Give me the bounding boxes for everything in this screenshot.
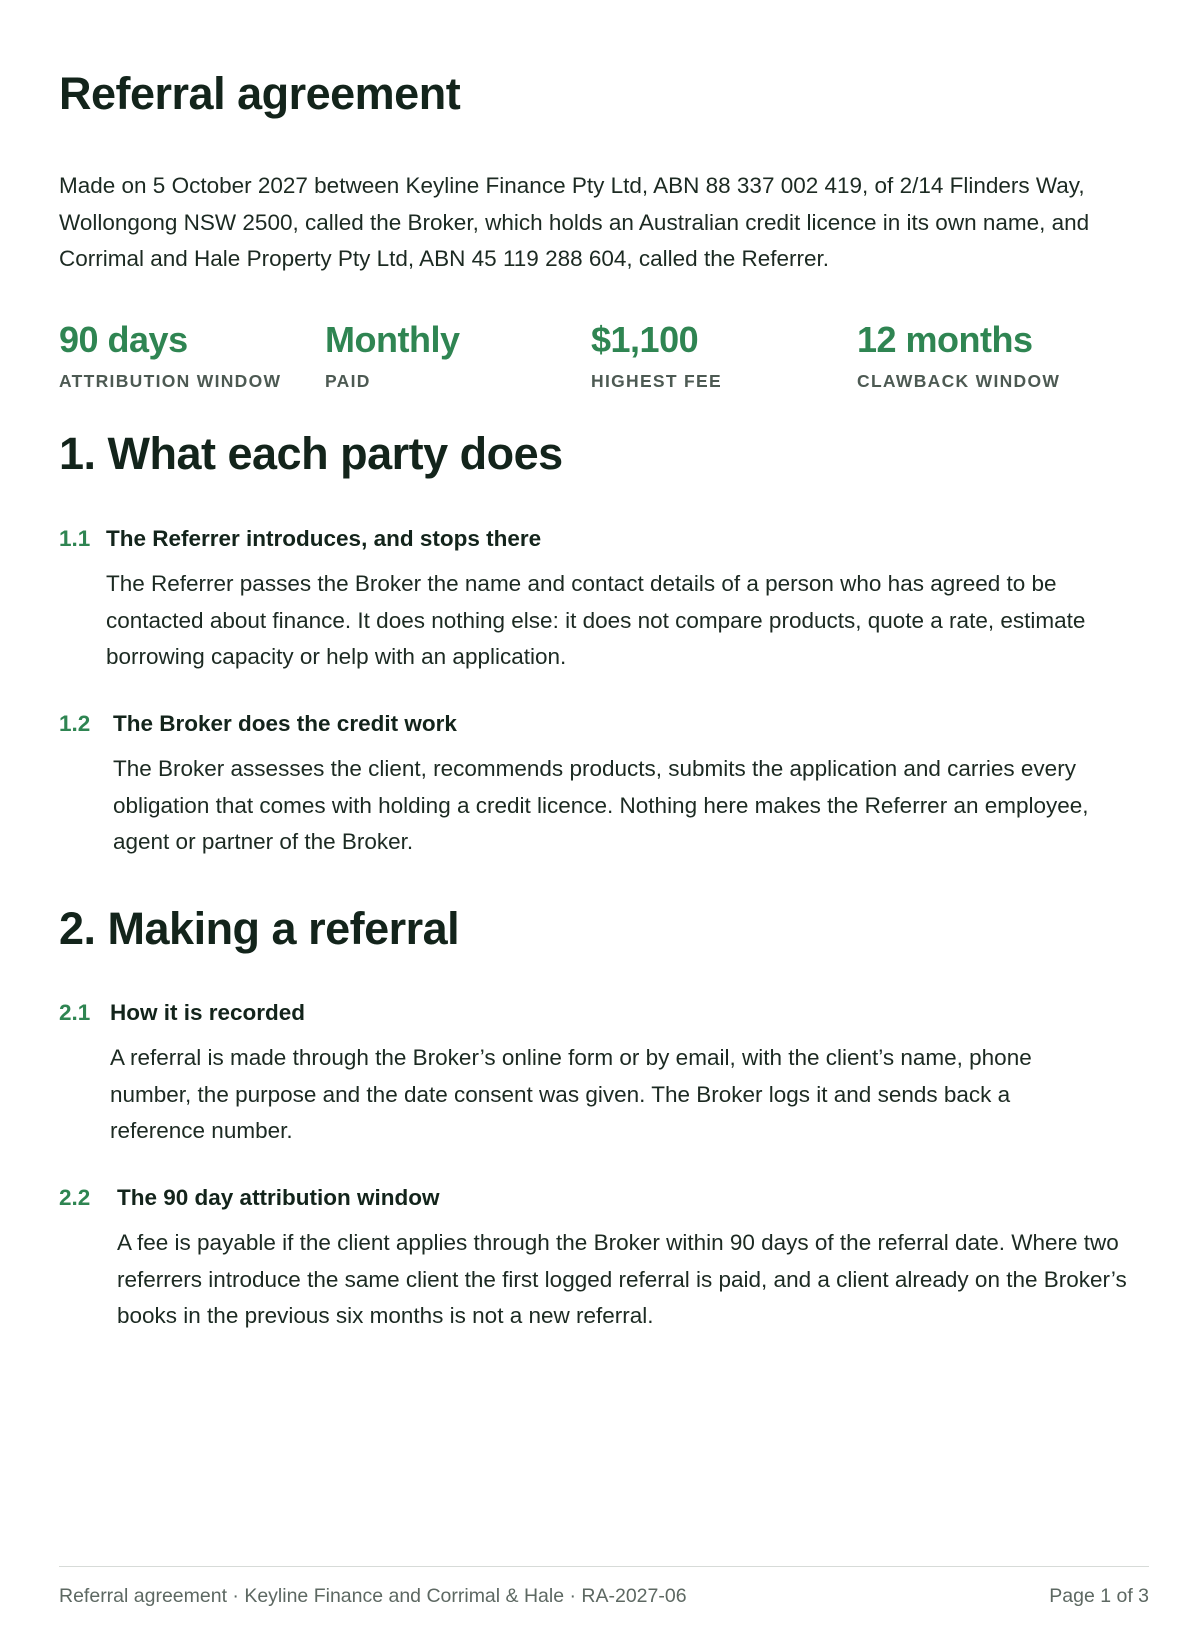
footer-page-number: Page 1 of 3: [1049, 1585, 1149, 1607]
footer-divider: [59, 1566, 1149, 1567]
stat-label: CLAWBACK WINDOW: [857, 371, 1061, 391]
clause-number: 1.2: [59, 711, 91, 736]
stat-label: HIGHEST FEE: [591, 371, 722, 391]
footer-document-reference: Referral agreement · Keyline Finance and Corrimal & Hale · RA-2027-06: [59, 1585, 687, 1607]
clause-body: The Referrer passes the Broker the name and contact details of a person who has agreed to be contacted about finance. It does nothing else: it does not compare products, quote a rate, estimate borrowing capacity or help with an application.: [106, 571, 1086, 669]
clause-title: The Broker does the credit work: [113, 711, 457, 736]
clause-number: 2.1: [59, 1000, 91, 1025]
clause-title: How it is recorded: [110, 1000, 306, 1025]
section-heading-2: 2. Making a referral: [59, 903, 460, 954]
document-title: Referral agreement: [59, 68, 461, 119]
stat-paid: [325, 318, 595, 392]
stat-label: PAID: [325, 371, 371, 391]
clause-number: 2.2: [59, 1185, 91, 1210]
stat-highest-fee: [591, 318, 861, 392]
stat-value: $1,100: [591, 319, 699, 360]
clause-title: The Referrer introduces, and stops there: [106, 526, 542, 551]
stat-label: ATTRIBUTION WINDOW: [59, 371, 282, 391]
stat-value: 90 days: [59, 319, 188, 360]
clause-number: 1.1: [59, 526, 91, 551]
stat-clawback-window: [857, 318, 1127, 392]
key-terms-strip: [59, 318, 1149, 398]
stat-attribution-window: [59, 318, 329, 392]
clause-body: A fee is payable if the client applies through the Broker within 90 days of the referral date. Where two referrers introduce the same client the first logged referral is paid, and a client already on the Broker’s books in the previous six months is not a new referral.: [117, 1230, 1127, 1328]
preamble-paragraph: Made on 5 October 2027 between Keyline Finance Pty Ltd, ABN 88 337 002 419, of 2/14 Flinders Way, Wollongong NSW 2500, called the Broker, which holds an Australian credit licence in its own name, and Corrimal and Hale Property Pty Ltd, ABN 45 119 288 604, called the Referrer.: [59, 173, 1090, 271]
stat-value: 12 months: [857, 319, 1033, 360]
clause-body: The Broker assesses the client, recommends products, submits the application and carries every obligation that comes with holding a credit licence. Nothing here makes the Referrer an employee, agent or partner of the Broker.: [113, 756, 1089, 854]
stat-value: Monthly: [325, 319, 460, 360]
clause-body: A referral is made through the Broker’s online form or by email, with the client’s name, phone number, the purpose and the date consent was given. The Broker logs it and sends back a reference number.: [110, 1045, 1032, 1143]
document-page: [59, 0, 1149, 1639]
section-heading-1: 1. What each party does: [59, 428, 563, 479]
clause-title: The 90 day attribution window: [117, 1185, 440, 1210]
